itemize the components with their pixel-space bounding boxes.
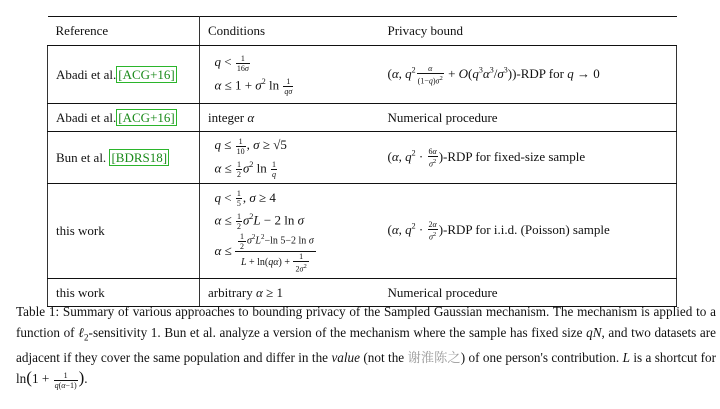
row-3-bound: (α, $q^2$ · $\frac{6\alpha}{\sigma^2}$ )-RDP for fixed-size sample [380,132,677,184]
row-1-condition-2: $\alpha \le 1 + \sigma^2$ ln $\frac{1}{q\sigma}$ [214,76,293,96]
header-privacy-bound: Privacy bound [380,17,677,46]
row-4-reference: this work [48,184,200,279]
privacy-bounds-table [47,16,677,307]
row-4-condition-3: α ≤ $\frac{1}{2}$ $\sigma^2L^2-\ln$ 5−2 ln σ L + ln(qα) + $\frac{1}{2\sigma^2}$ [214,231,314,274]
row-2-conditions: integer α [200,104,380,132]
caption-label: Table 1: [16,304,60,319]
row-2-bound: Numerical procedure [380,104,677,132]
row-4-condition-1: q < $\frac{1}{5}$ , σ ≥ 4 [214,189,276,209]
table-row [48,184,677,279]
row-3-condition-1: q ≤ $\frac{1}{10}$ , σ ≥ √5 [214,136,287,156]
table-row [48,104,677,132]
row-1-citation[interactable]: [ACG+16] [118,66,175,82]
row-5-reference: this work [48,279,200,307]
row-3-condition-2: α ≤ $\frac{1}{2}$ $\sigma^2$ ln $\frac{1}{q}$ [214,159,277,179]
row-1-conditions [200,46,380,104]
row-3-ref-text: Bun et al. [56,149,110,165]
row-2-reference [48,104,200,132]
row-1-condition-1: q < $\frac{1}{16\sigma}$ [214,53,249,73]
table-caption: Table 1: Summary of various approaches to bounding privacy of the Sampled Gaussian mechanism. The mechanism is applied to a function of ℓ$_2$-sensitivity 1. Bun et al. analyze a version of the mechanism where the sample has fixed size qN, and two datasets are adjacent if they cover the same population and differ in the value (not the 谢淮陈之) of one person's contribution. L is a shortcut for ln(1 + $\frac{1}{q(\alpha-1)}$ ). [16,304,717,390]
row-1-bound: (α, $q^2$ $\frac{\alpha}{(1-q)\sigma^2}$ + $O(q^3\alpha^3/\sigma^3)$)-RDP for q → 0 [380,46,677,104]
row-4-bound: (α, $q^2$ · $\frac{2\alpha}{\sigma^2}$ )-RDP for i.i.d. (Poisson) sample [380,184,677,279]
row-3-reference [48,132,200,184]
table-row [48,132,677,184]
table-header-row [48,17,677,46]
row-2-citation[interactable]: [ACG+16] [118,109,175,125]
table-container [47,16,676,307]
row-5-bound: Numerical procedure [380,279,677,307]
row-2-ref-text: Abadi et al. [56,109,117,125]
row-5-conditions: arbitrary α ≥ 1 [200,279,380,307]
watermark-overlay: 谢淮陈之 [407,349,461,365]
table-row [48,46,677,104]
row-1-ref-text: Abadi et al. [56,66,117,82]
row-1-reference [48,46,200,104]
row-3-conditions [200,132,380,184]
row-4-conditions [200,184,380,279]
header-reference: Reference [48,17,200,46]
row-3-citation[interactable]: [BDRS18] [111,149,168,165]
row-4-condition-2: α ≤ $\frac{1}{2}$ $\sigma^2L - 2$ ln σ [214,212,304,232]
header-conditions: Conditions [200,17,380,46]
